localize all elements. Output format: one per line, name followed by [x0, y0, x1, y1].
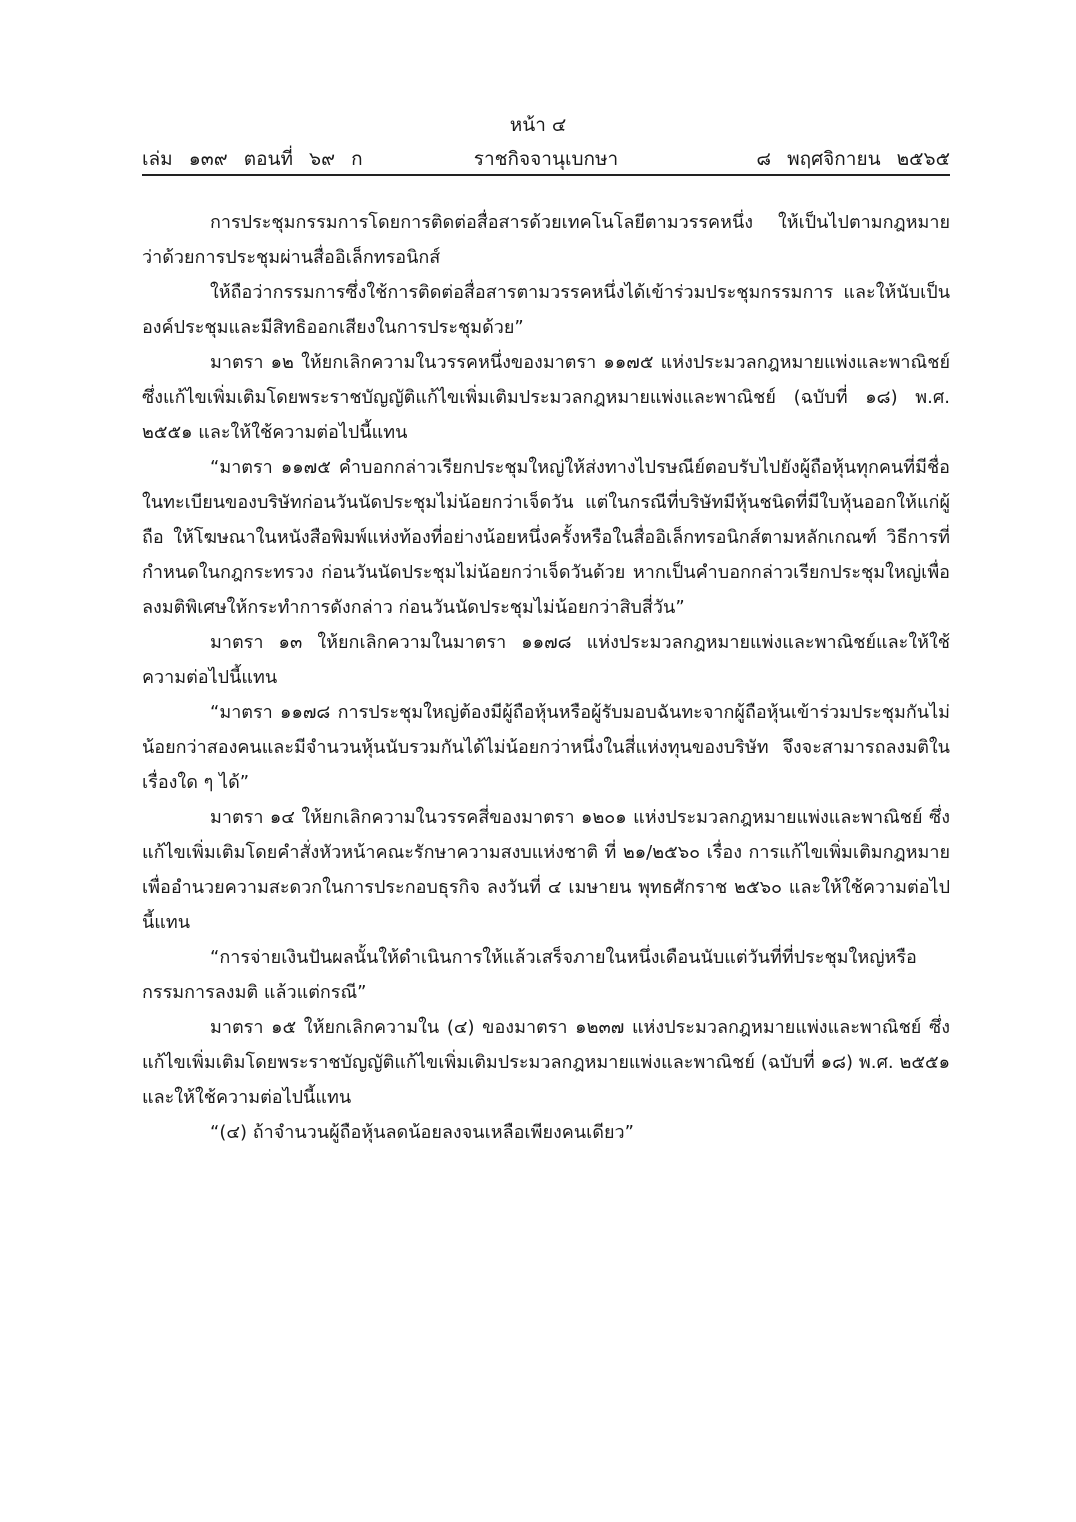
- date-day: ๘: [756, 148, 772, 170]
- header-date: [756, 144, 950, 174]
- page-number: หน้า ๔: [509, 114, 567, 136]
- gazette-header: [142, 144, 950, 172]
- paragraph: “มาตรา ๑๑๗๕ คำบอกกล่าวเรียกประชุมใหญ่ให้ส่งทางไปรษณีย์ตอบรับไปยังผู้ถือหุ้นทุกคนที่มีชื่อในทะเบียนของบริษัทก่อนวันนัดประชุมไม่น้อยกว่าเจ็ดวัน แต่ในกรณีที่บริษัทมีหุ้นชนิดที่มีใบหุ้นออกให้แก่ผู้ถือ ให้โฆษณาในหนังสือพิมพ์แห่งท้องที่อย่างน้อยหนึ่งครั้งหรือในสื่ออิเล็กทรอนิกส์ตามหลักเกณฑ์ วิธีการที่กำหนดในกฎกระทรวง ก่อนวันนัดประชุมไม่น้อยกว่าเจ็ดวันด้วย หากเป็นคำบอกกล่าวเรียกประชุมใหญ่เพื่อลงมติพิเศษให้กระทำการดังกล่าว ก่อนวันนัดประชุมไม่น้อยกว่าสิบสี่วัน”: [142, 457, 950, 618]
- date-month: พฤศจิกายน: [787, 148, 881, 170]
- section-letter: ก: [351, 148, 363, 170]
- volume-label: เล่ม: [142, 148, 173, 170]
- issue-label: ตอนที่: [243, 148, 293, 170]
- paragraph: มาตรา ๑๔ ให้ยกเลิกความในวรรคสี่ของมาตรา ๑๒๐๑ แห่งประมวลกฎหมายแพ่งและพาณิชย์ ซึ่งแก้ไขเพิ่มเติมโดยคำสั่งหัวหน้าคณะรักษาความสงบแห่งชาติ ที่ ๒๑/๒๕๖๐ เรื่อง การแก้ไขเพิ่มเติมกฎหมายเพื่ออำนวยความสะดวกในการประกอบธุรกิจ ลงวันที่ ๔ เมษายน พุทธศักราช ๒๕๖๐ และให้ใช้ความต่อไปนี้แทน: [142, 807, 950, 933]
- volume-number: ๑๓๙: [188, 148, 228, 170]
- paragraph: มาตรา ๑๕ ให้ยกเลิกความใน (๔) ของมาตรา ๑๒๓๗ แห่งประมวลกฎหมายแพ่งและพาณิชย์ ซึ่งแก้ไขเพิ่มเติมโดยพระราชบัญญัติแก้ไขเพิ่มเติมประมวลกฎหมายแพ่งและพาณิชย์ (ฉบับที่ ๑๘) พ.ศ. ๒๕๕๑ และให้ใช้ความต่อไปนี้แทน: [142, 1017, 950, 1108]
- header-divider: [142, 174, 950, 176]
- paragraph: “(๔) ถ้าจำนวนผู้ถือหุ้นลดน้อยลงจนเหลือเพียงคนเดียว”: [210, 1122, 634, 1143]
- paragraph: ให้ถือว่ากรรมการซึ่งใช้การติดต่อสื่อสารตามวรรคหนึ่งได้เข้าร่วมประชุมกรรมการ และให้นับเป็นองค์ประชุมและมีสิทธิออกเสียงในการประชุมด้วย”: [142, 282, 950, 338]
- paragraph: มาตรา ๑๒ ให้ยกเลิกความในวรรคหนึ่งของมาตรา ๑๑๗๕ แห่งประมวลกฎหมายแพ่งและพาณิชย์ ซึ่งแก้ไขเพิ่มเติมโดยพระราชบัญญัติแก้ไขเพิ่มเติมประมวลกฎหมายแพ่งและพาณิชย์ (ฉบับที่ ๑๘) พ.ศ. ๒๕๕๑ และให้ใช้ความต่อไปนี้แทน: [142, 352, 950, 443]
- document-body: [142, 205, 950, 1150]
- paragraph: มาตรา ๑๓ ให้ยกเลิกความในมาตรา ๑๑๗๘ แห่งประมวลกฎหมายแพ่งและพาณิชย์และให้ใช้ความต่อไปนี้แทน: [142, 632, 950, 688]
- paragraph: การประชุมกรรมการโดยการติดต่อสื่อสารด้วยเทคโนโลยีตามวรรคหนึ่ง ให้เป็นไปตามกฎหมายว่าด้วยการประชุมผ่านสื่ออิเล็กทรอนิกส์: [142, 212, 950, 268]
- date-year: ๒๕๖๕: [896, 148, 950, 170]
- issue-number: ๖๙: [309, 148, 336, 170]
- paragraph: “การจ่ายเงินปันผลนั้นให้ดำเนินการให้แล้วเสร็จภายในหนึ่งเดือนนับแต่วันที่ที่ประชุมใหญ่หรือกรรมการลงมติ แล้วแต่กรณี”: [142, 947, 917, 1003]
- paragraph: “มาตรา ๑๑๗๘ การประชุมใหญ่ต้องมีผู้ถือหุ้นหรือผู้รับมอบฉันทะจากผู้ถือหุ้นเข้าร่วมประชุมกันไม่น้อยกว่าสองคนและมีจำนวนหุ้นนับรวมกันได้ไม่น้อยกว่าหนึ่งในสี่แห่งทุนของบริษัท จึงจะสามารถลงมติในเรื่องใด ๆ ได้”: [142, 702, 950, 793]
- publication-title: ราชกิจจานุเบกษา: [473, 148, 619, 170]
